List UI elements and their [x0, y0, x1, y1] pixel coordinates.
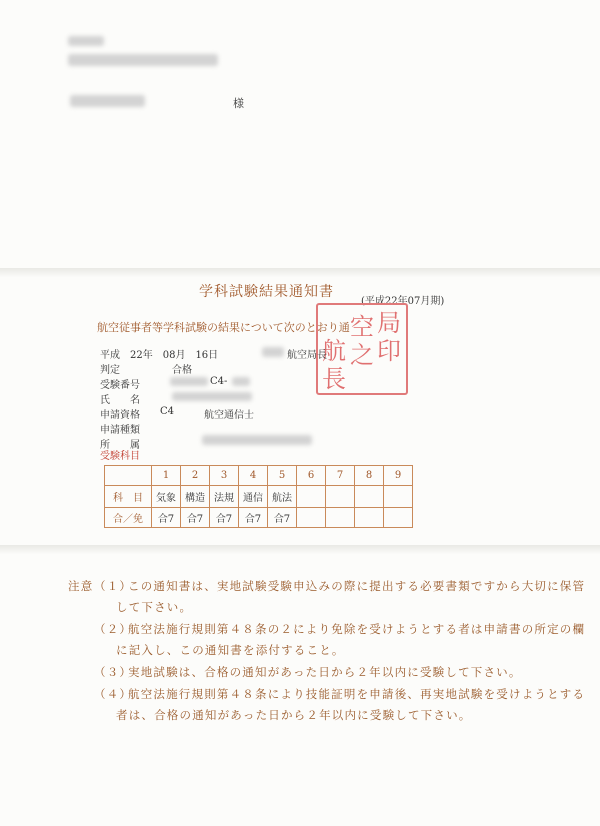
subject-name [355, 486, 384, 508]
redacted-authority [262, 347, 284, 357]
subject-name: 法規 [210, 486, 239, 508]
subject-name: 航法 [268, 486, 297, 508]
subject-result [355, 508, 384, 528]
subject-number: 5 [268, 466, 297, 486]
subject-number: 6 [297, 466, 326, 486]
official-seal [316, 303, 408, 395]
redacted-exam-number [170, 377, 208, 386]
subject-name: 気象 [152, 486, 181, 508]
seal-char: 長 [322, 365, 346, 393]
qualification-label: 申請資格 [100, 410, 140, 421]
subjects-label: 受験科目 [100, 451, 140, 462]
seal-char: 航 [322, 337, 346, 365]
note-text: 航空法施行規則第４８条により技能証明を申請後、再実地試験を受けようとする [128, 687, 586, 701]
redacted-address [68, 54, 218, 66]
subject-number: 2 [181, 466, 210, 486]
fold-line-bottom [0, 545, 600, 555]
exam-number-label: 受験番号 [100, 380, 140, 391]
subject-name [297, 486, 326, 508]
table-row [105, 508, 413, 528]
subject-result [326, 508, 355, 528]
judgment-label: 判定 [100, 365, 120, 376]
qualification-value: 航空通信士 [204, 410, 254, 421]
notes-lead: 注意 [68, 579, 94, 593]
subject-result: 合7 [152, 508, 181, 528]
subject-name [326, 486, 355, 508]
seal-char: 局 [377, 309, 401, 337]
table-row [105, 486, 413, 508]
redacted-applicant-name [172, 392, 252, 401]
table-row [105, 466, 413, 486]
seal-char: 空 [350, 313, 374, 341]
subject-number: 7 [326, 466, 355, 486]
redacted-affiliation [202, 435, 312, 445]
redacted-exam-number-suffix [232, 377, 250, 386]
redacted-postal-code [68, 36, 104, 46]
redacted-recipient-name [70, 95, 145, 107]
table-header-blank [105, 466, 152, 486]
subject-number: 9 [384, 466, 413, 486]
result-row-label: 合／免 [105, 508, 152, 528]
intro-text: 航空従事者等学科試験の結果について次のとおり通 [97, 321, 350, 334]
subject-result: 合7 [210, 508, 239, 528]
subject-name: 構造 [181, 486, 210, 508]
judgment-value: 合格 [172, 365, 192, 376]
seal-char: 之 [350, 341, 374, 369]
seal-char: 印 [377, 337, 401, 365]
issue-date: 平成 22年 08月 16日 [100, 350, 219, 361]
application-type-label: 申請種類 [100, 425, 140, 436]
exam-number-value: C4- [210, 376, 228, 387]
subject-name [384, 486, 413, 508]
affiliation-label: 所 属 [100, 440, 140, 451]
subject-row-label: 科 目 [105, 486, 152, 508]
note-text: 者は、合格の通知があった日から２年以内に受験して下さい。 [116, 708, 472, 722]
note-number: （４） [94, 687, 133, 701]
subject-number: 1 [152, 466, 181, 486]
note-number: （３） [94, 665, 133, 679]
subject-result: 合7 [239, 508, 268, 528]
note-text: して下さい。 [116, 600, 193, 614]
document-title: 学科試験結果通知書 [199, 284, 334, 300]
qualification-code: C4 [160, 406, 175, 417]
fold-line-top [0, 268, 600, 278]
subject-result [297, 508, 326, 528]
exam-period: (平成22年07月期) [361, 296, 445, 307]
note-text: 実地試験は、合格の通知があった日から２年以内に受験して下さい。 [128, 665, 522, 679]
authority-name: 航空局長 [287, 350, 327, 361]
honorific: 様 [233, 97, 244, 110]
subject-number: 8 [355, 466, 384, 486]
note-text: この通知書は、実地試験受験申込みの際に提出する必要書類ですから大切に保管 [128, 579, 586, 593]
subject-name: 通信 [239, 486, 268, 508]
note-text: 航空法施行規則第４８条の２により免除を受けようとする者は申請書の所定の欄 [128, 622, 586, 636]
note-text: に記入し、この通知書を添付すること。 [116, 643, 345, 657]
note-number: （２） [94, 622, 133, 636]
subject-number: 4 [239, 466, 268, 486]
subjects-table [104, 465, 413, 528]
subject-number: 3 [210, 466, 239, 486]
subject-result [384, 508, 413, 528]
name-label: 氏 名 [100, 395, 140, 406]
subject-result: 合7 [181, 508, 210, 528]
subject-result: 合7 [268, 508, 297, 528]
note-number: （１） [94, 579, 133, 593]
